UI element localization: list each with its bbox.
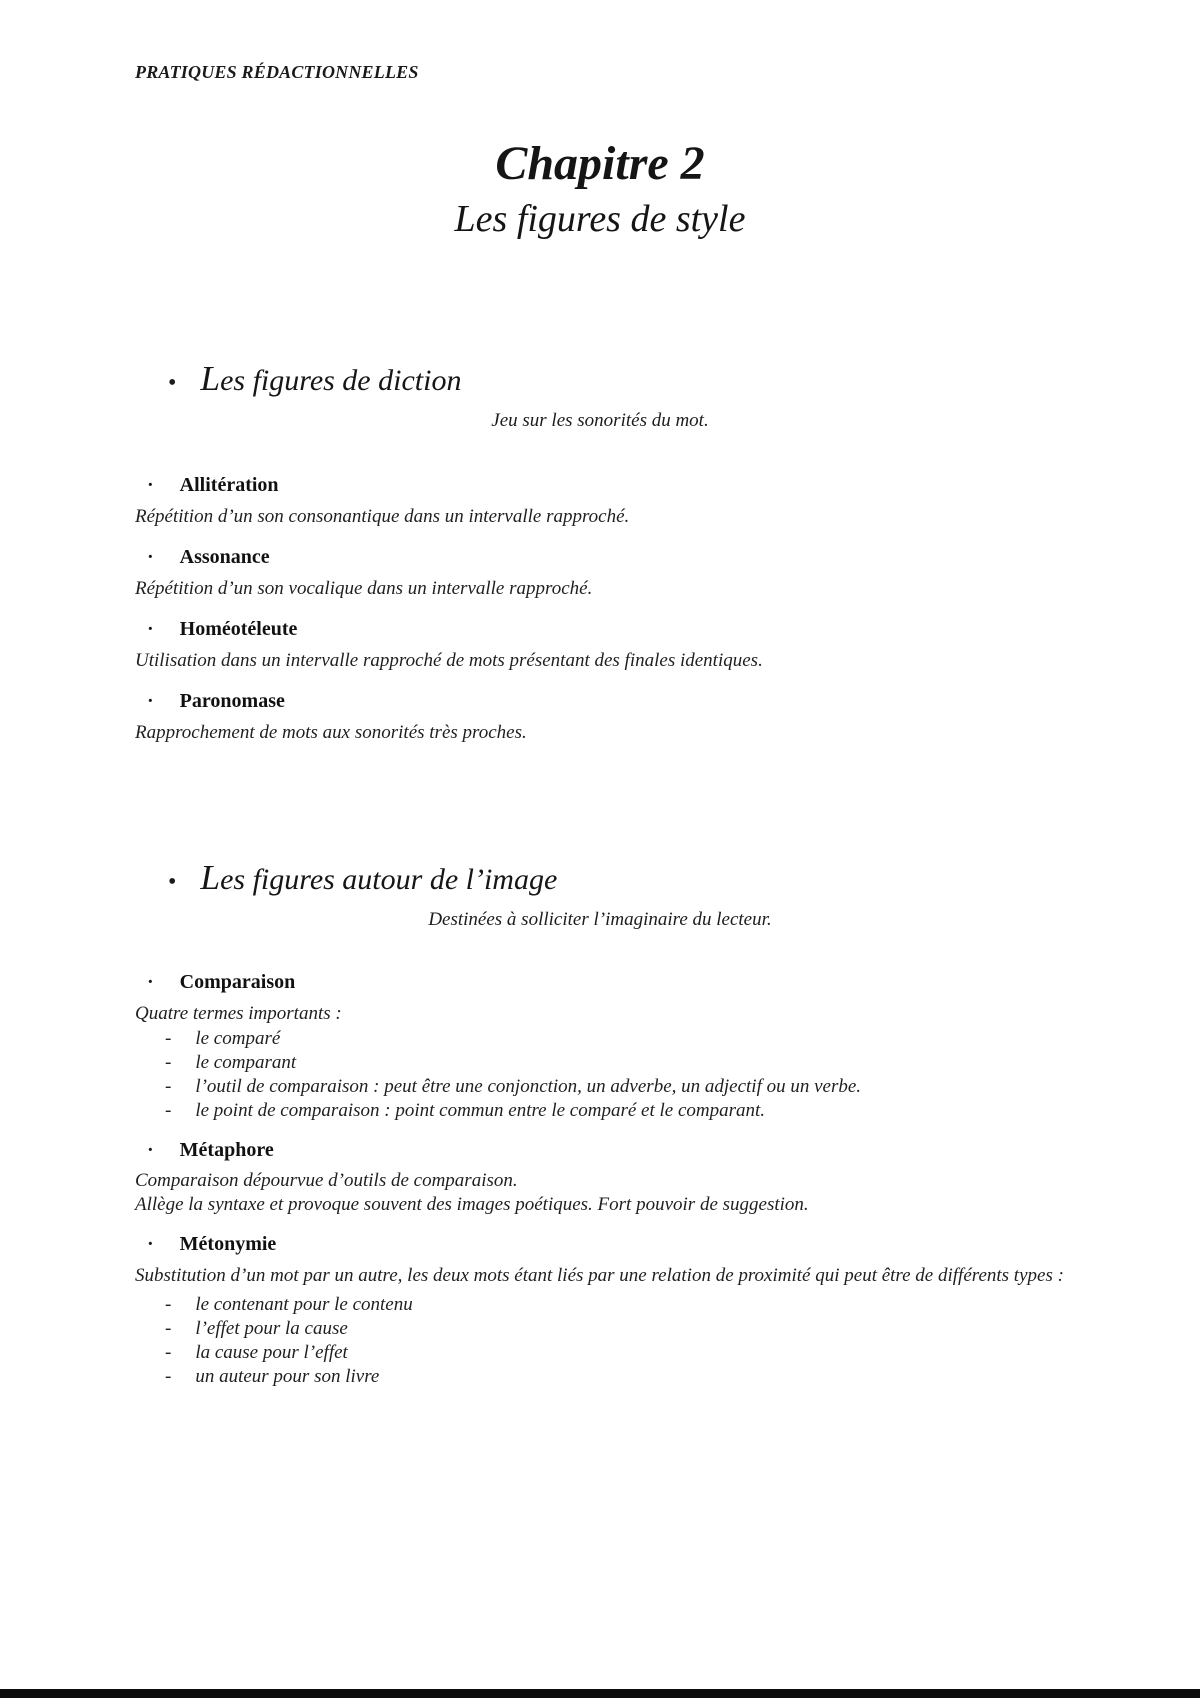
term-label: Métaphore [179, 1139, 274, 1162]
term-row [135, 969, 1065, 996]
section-figures-de-diction [135, 359, 1065, 746]
dash-icon: - [165, 1100, 172, 1122]
term-label: Allitération [179, 474, 279, 497]
term-label: Assonance [179, 546, 270, 569]
term-bullet-icon: · [147, 971, 154, 994]
term-label: Comparaison [179, 971, 296, 994]
sub-list-item [135, 1051, 1065, 1075]
term-row [135, 1137, 1065, 1164]
running-header: PRATIQUES RÉDACTIONNELLES [135, 62, 419, 82]
sub-list-item [135, 1075, 1065, 1099]
term-intro: Substitution d’un mot par un autre, les deux mots étant liés par une relation de proximité qui peut être de différents types : [135, 1265, 1064, 1287]
term-label: Métonymie [179, 1233, 277, 1256]
dash-icon: - [165, 1028, 172, 1050]
sub-list-item [135, 1293, 1065, 1317]
sub-list-item-text: l’effet pour la cause [195, 1318, 348, 1340]
section-tagline: Destinées à solliciter l’imaginaire du lecteur. [428, 909, 772, 931]
sub-list-item [135, 1365, 1065, 1389]
sub-list-item-text: la cause pour l’effet [195, 1342, 348, 1364]
sub-list [135, 1293, 1065, 1389]
term-intro: Quatre termes importants : [135, 1003, 342, 1025]
term-bullet-icon: · [147, 690, 154, 713]
section-heading: Les figures de diction [200, 358, 462, 399]
bottom-scan-edge-bar [0, 1689, 1200, 1698]
term-bullet-icon: · [147, 474, 154, 497]
term-row [135, 688, 1065, 715]
term-row [135, 1231, 1065, 1258]
term-bullet-icon: · [147, 1233, 154, 1256]
dash-icon: - [165, 1052, 172, 1074]
term-item [135, 472, 1065, 530]
term-bullet-icon: · [147, 1139, 154, 1162]
sub-list-item [135, 1341, 1065, 1365]
dash-icon: - [165, 1294, 172, 1316]
sub-list-item [135, 1099, 1065, 1123]
dash-icon: - [165, 1366, 172, 1388]
section-heading: Les figures autour de l’image [200, 857, 558, 898]
term-item-metonymie [135, 1231, 1065, 1389]
dash-icon: - [165, 1342, 172, 1364]
term-definition: Utilisation dans un intervalle rapproché de mots présentant des finales identiques. [135, 650, 763, 672]
term-list [135, 969, 1065, 1389]
sub-list-item-text: l’outil de comparaison : peut être une conjonction, un adverbe, un adjectif ou un verbe. [195, 1076, 862, 1098]
sub-list-item-text: un auteur pour son livre [195, 1366, 380, 1388]
section-figures-autour-de-l-image [135, 858, 1065, 1389]
term-item-comparaison [135, 969, 1065, 1123]
term-bullet-icon: · [147, 546, 154, 569]
sub-list-item-text: le comparant [195, 1052, 297, 1074]
term-item [135, 616, 1065, 674]
term-item [135, 688, 1065, 746]
term-row [135, 472, 1065, 499]
term-list [135, 472, 1065, 746]
term-item [135, 544, 1065, 602]
term-row [135, 544, 1065, 571]
term-definition: Rapprochement de mots aux sonorités très proches. [135, 722, 527, 744]
sub-list-item-text: le point de comparaison : point commun entre le comparé et le comparant. [195, 1100, 766, 1122]
term-definition-line: Comparaison dépourvue d’outils de comparaison. [135, 1170, 518, 1192]
section-bullet-icon: • [168, 869, 177, 896]
term-definition: Répétition d’un son consonantique dans un intervalle rapproché. [135, 506, 630, 528]
section-heading-row [135, 359, 1065, 398]
term-label: Homéotéleute [179, 618, 298, 641]
term-label: Paronomase [179, 690, 285, 713]
section-heading-row [135, 858, 1065, 897]
section-bullet-icon: • [168, 370, 177, 397]
sub-list-item-text: le contenant pour le contenu [195, 1294, 413, 1316]
chapter-title: Chapitre 2 [495, 137, 705, 190]
sub-list [135, 1027, 1065, 1123]
sub-list-item [135, 1317, 1065, 1341]
term-row [135, 616, 1065, 643]
dash-icon: - [165, 1076, 172, 1098]
term-bullet-icon: · [147, 618, 154, 641]
section-tagline: Jeu sur les sonorités du mot. [491, 410, 709, 432]
sub-list-item-text: le comparé [195, 1028, 281, 1050]
chapter-subtitle: Les figures de style [454, 198, 746, 241]
term-definition-line: Allège la syntaxe et provoque souvent des images poétiques. Fort pouvoir de suggestion. [135, 1194, 809, 1216]
term-definition: Répétition d’un son vocalique dans un intervalle rapproché. [135, 578, 593, 600]
sub-list-item [135, 1027, 1065, 1051]
dash-icon: - [165, 1318, 172, 1340]
term-item-metaphore [135, 1137, 1065, 1217]
